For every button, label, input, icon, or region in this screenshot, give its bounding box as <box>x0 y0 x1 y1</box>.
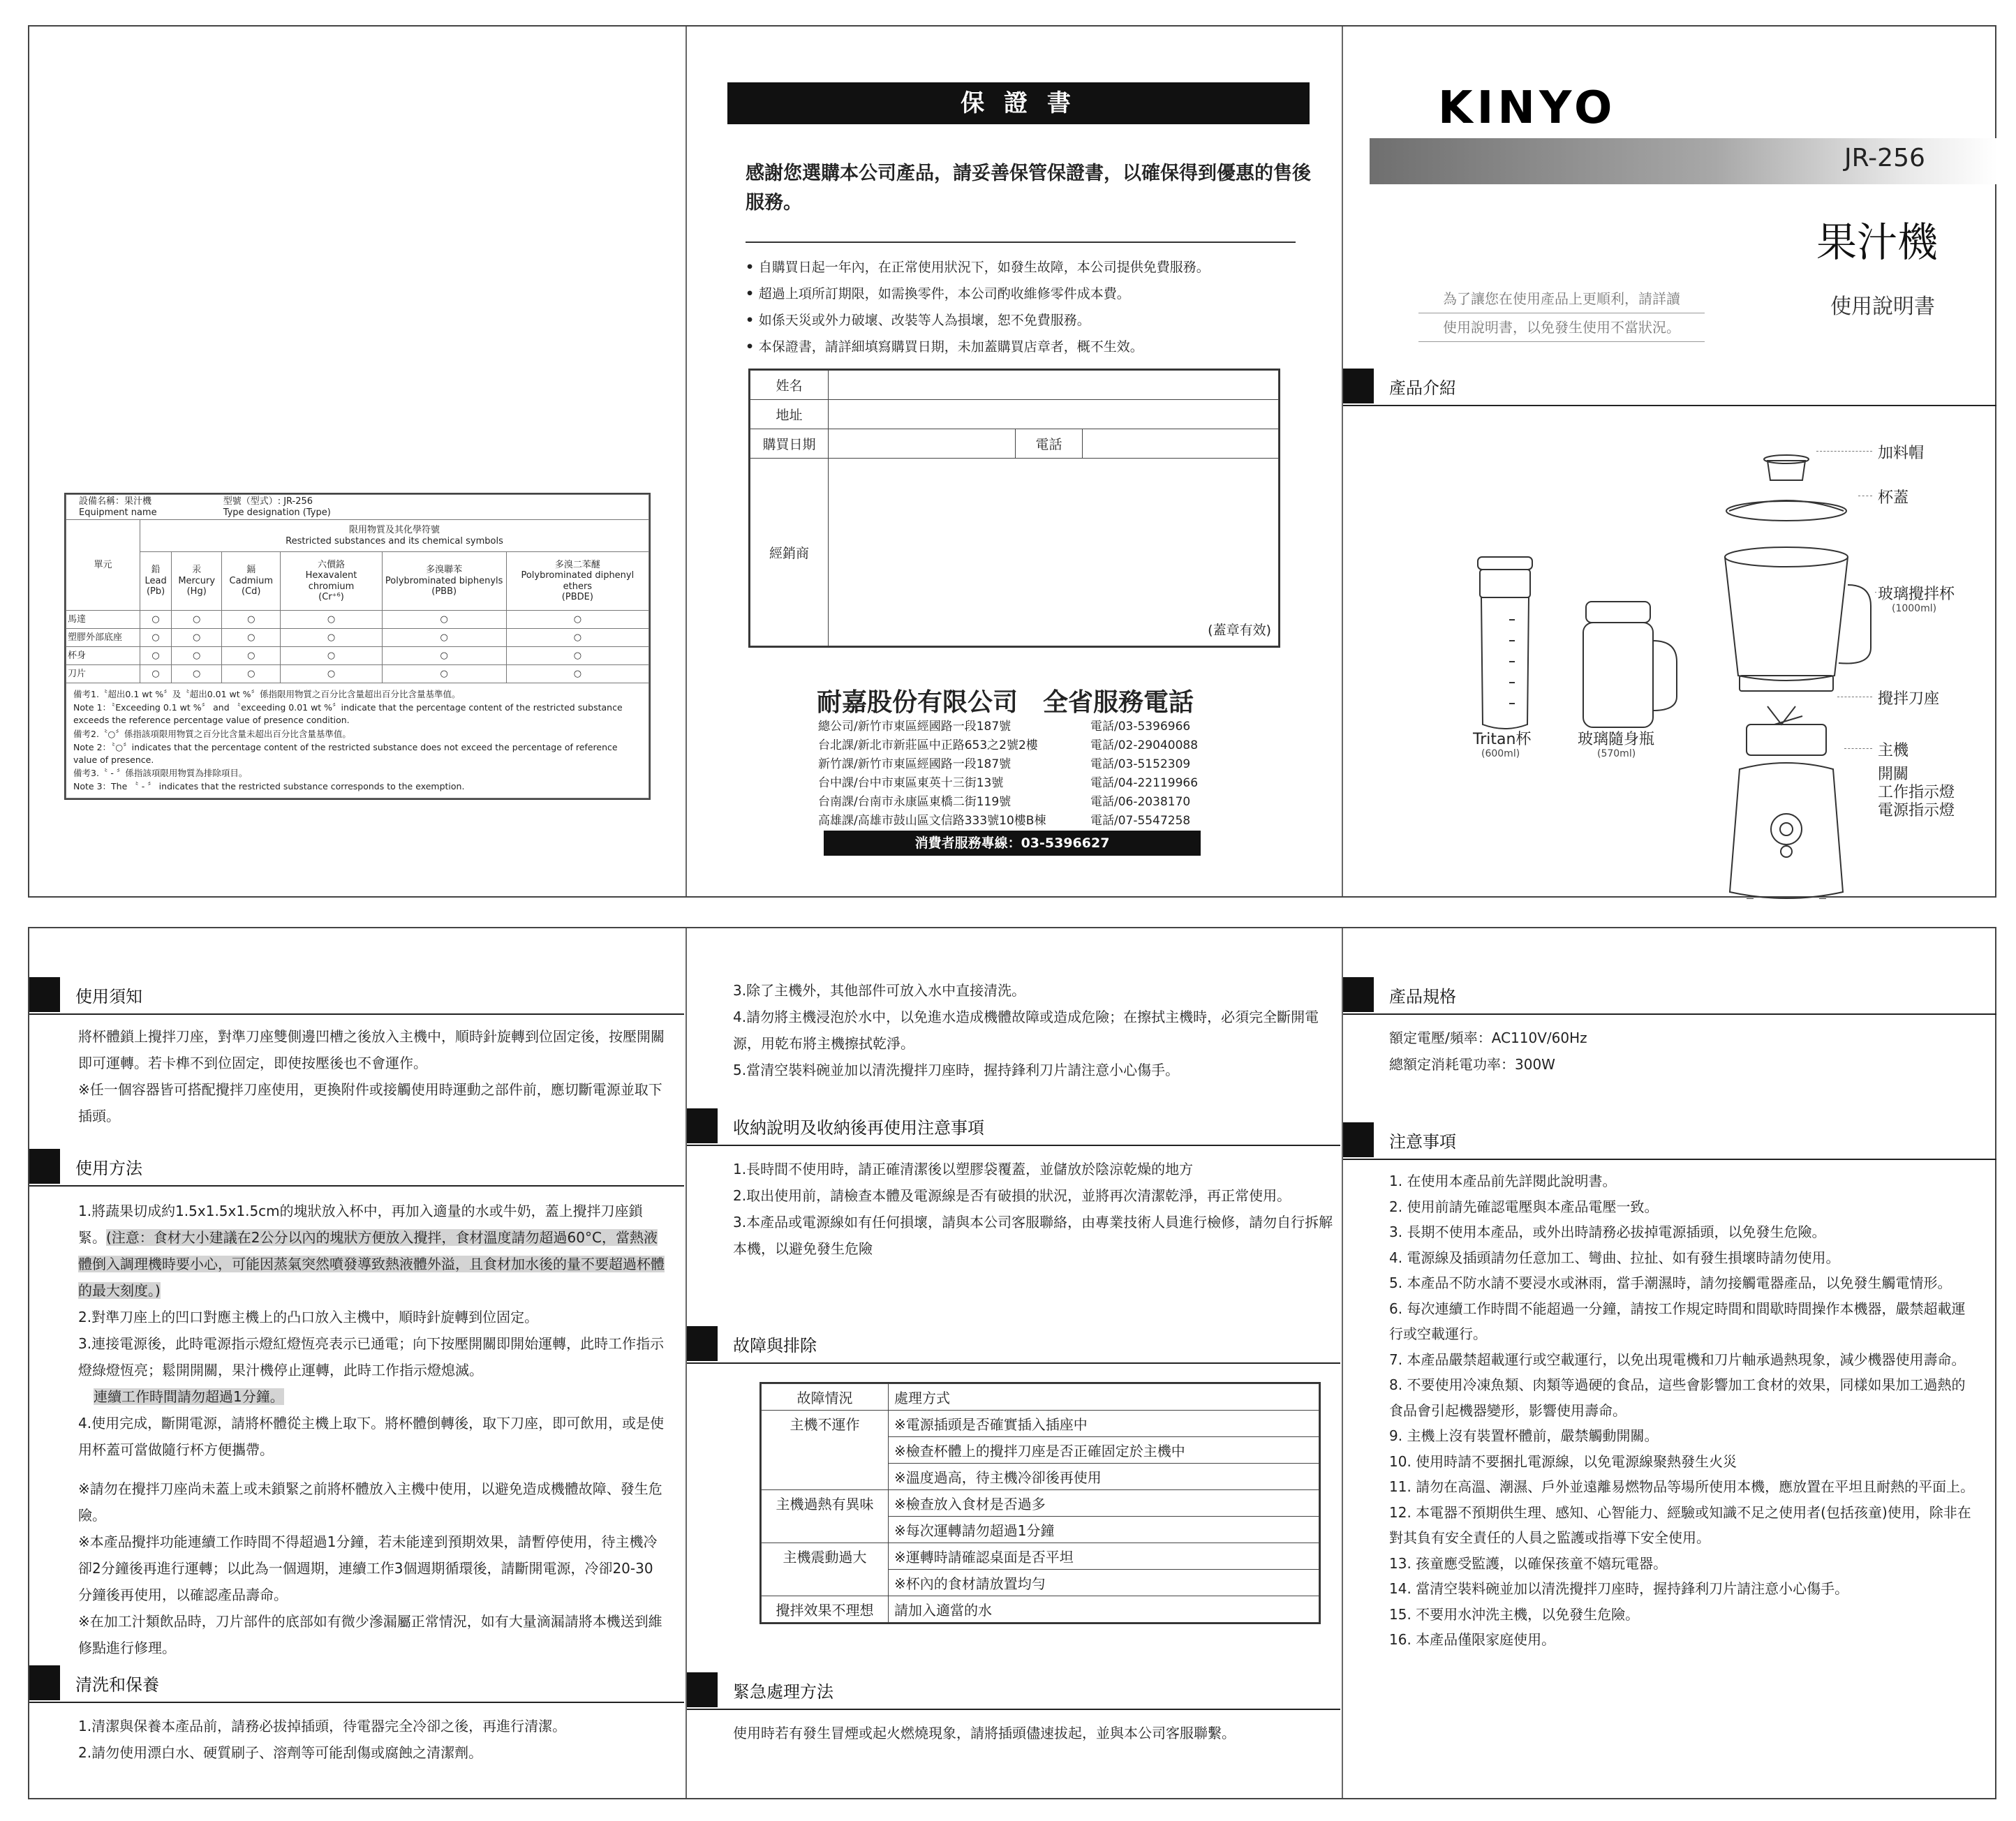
section-header: 清洗和保養 <box>29 1665 159 1700</box>
table-row: 主機不運作 ※電源插頭是否確實插入插座中 <box>762 1411 1319 1437</box>
branch-row: 台北課/新北市新莊區中正路653之2號2樓 電話/02-29040088 <box>818 738 1199 752</box>
branch-row: 台南課/台南市永康區東橋二街119號 電話/06-2038170 <box>818 795 1191 809</box>
part-tritan-label: Tritan杯 <box>1473 731 1532 748</box>
jar-image <box>1725 547 1871 691</box>
list-item: 14. 當清空裝料碗並加以清洗攪拌刀座時，握持鋒利刀片請注意小心傷手。 <box>1389 1580 1849 1597</box>
phone-field[interactable] <box>1083 429 1279 459</box>
name-field[interactable] <box>829 371 1279 400</box>
list-item: 7. 本產品嚴禁超載運行或空載運行，以免出現電機和刀片軸承過熱現象，減少機器使用壽命。 <box>1389 1351 1966 1368</box>
substance-header: 六價鉻 Hexavalent chromium (Cr⁺⁶) <box>281 552 382 611</box>
table-row: 馬達 ○ ○ ○ ○ ○ ○ <box>66 611 649 629</box>
list-item: 10. 使用時請不要捆扎電源線，以免電源線聚熱發生火災 <box>1389 1452 1737 1470</box>
cleaning-text-cont: 3.除了主機外，其他部件可放入水中直接清洗。 4.請勿將主機浸泡於水中，以免進水造成機體故障或造成危險；在擦拭主機時，必須完全斷開電源，用乾布將主機擦拭乾淨。 5.當清空裝料碗並加以清洗攪拌刀座時，握持鋒利刀片請注意小心傷手。 <box>733 982 1319 1078</box>
substance-header: 多溴二苯醚 Polybrominated diphenyl ethers (PBDE) <box>506 552 648 611</box>
section-header: 收納說明及收納後再使用注意事項 <box>687 1108 984 1143</box>
dealer-field[interactable] <box>829 459 1279 646</box>
fold-line <box>1342 27 1343 896</box>
table-row: 杯身 ○ ○ ○ ○ ○ ○ <box>66 647 649 665</box>
part-power-led-label: 電源指示燈 <box>1878 802 1955 819</box>
leader-line <box>1875 592 1876 593</box>
table-row: ※檢查杯體上的攪拌刀座是否正確固定於主機中 <box>762 1437 1319 1464</box>
warranty-intro: 感謝您選購本公司產品，請妥善保管保證書，以確保得到優惠的售後服務。 <box>746 163 1311 214</box>
table-row: 刀片 ○ ○ ○ ○ ○ ○ <box>66 665 649 683</box>
model-number: JR-256 <box>1844 144 1925 172</box>
troubleshooting-table: 故障情況 處理方式 主機不運作 ※電源插頭是否確實插入插座中 ※檢查杯體上的攪拌刀座是否正確固定於主機中 ※溫度過高，待主機冷卻後再使用 主機過熱有異味 ※檢查放入食材是否過多 ※每次運轉請勿超過1分鐘 主機震動過大 ※運轉時請確認桌面是否平坦 ※杯內的食材請放置均勻 攪拌效果不理想 請加入適當的水 <box>759 1382 1321 1624</box>
list-item: 12. 本電器不預期供生理、感知、心智能力、經驗或知識不足之使用者(包括孩童)使用，除非在對其負有安全責任的人員之監護或指導下安全使用。 <box>1389 1503 1971 1546</box>
table-row: 主機過熱有異味 ※檢查放入食材是否過多 <box>762 1490 1319 1517</box>
section-header: 故障與排除 <box>687 1326 817 1361</box>
outer-sheet: 設備名稱：果汁機 Equipment name 型號（型式）: JR-256 Type designation (Type) 單元 限用物質及其化學符號 Restricted substances and its chemical symbols 鉛 Lead (Pb) 汞 Mercury (Hg) 鎘 Cadmium (Cd) 六價鉻 Hexavalent chromium (Cr⁺⁶) 多溴聯苯 Polybrominated biphenyls (PBB) 多溴二苯醚 Polybrominated diphenyl ethers (PBDE) 馬達 ○ ○ ○ ○ ○ ○ 塑膠外部底座 ○ ○ ○ ○ ○ ○ 杯身 ○ ○ ○ ○ ○ ○ 刀片 ○ ○ ○ ○ ○ ○ 備考1.〝超出0.1 wt %〞及〝超出0.01 wt %〞係指限用物質之百分比含量超出百分比含量基準值。 Note 1：〝Exceeding 0.1 wt %〞 and 〝exceeding 0.01 wt %〞indicate that the percentage content of the restricted substance exceeds the reference percentage value of presence condition. 備考2.〝○〞係指該項限用物質之百分比含量未超出百分比含量基準值。 Note 2：〝○〞indicates that the percentage content of the restricted substance does not exceed the percentage of reference value of presence. 備考3.〝 - 〞係指該項限用物質為排除項目。 Note 3：The 〝 - 〞 indicates that the restricted substance corresponds to the exemption. 保 證 書 感謝您選購本公司產品，請妥善保管保證書，以確保得到優惠的售後服務。 • 自購買日起一年內，在正常使用狀況下，如發生故障，本公司提供免費服務。 • 超過上項所訂期限，如需換零件，本公司酌收維修零件成本費。 • 如係天災或外力破壞、改裝等人為損壞，恕不免費服務。 • 本保證書，請詳細填寫購買日期，未加蓋購買店章者，概不生效。 姓名 地址 購買日期 電話 經銷商 (蓋章有效) 耐嘉股份有限公司 全省服務電話 總公司/新竹市東區經國路一段187號 電話/03-5396966 台北課/新北市新莊區中正路653之2號2樓 電話/02-29040088 新竹課/新竹市東區經國路一段187號 電話/03-5152309 台中課/台中市東區東英十三街13號 電話/04-22119966 台南課/台南市永康區東橋二街119號 電話/06-2038170 高雄課/高雄市鼓山區文信路333號10樓B棟 電話/07-5547258 消費者服務專線：03-5396627 KINYO JR-256 果汁機 使用說明書 為了讓您在使用產品上更順利，請詳讀 使用說明書，以免發生使用不當狀況。 產品介紹 加料帽 杯蓋 玻璃攪拌杯 (1000ml) 攪拌刀座 主機 開關 工作指示燈 電源指示燈 Tritan杯 (600ml) 玻璃隨身瓶 (570ml) <box>28 25 1996 898</box>
specs-text: 額定電壓/頻率：AC110V/60Hz 總額定消耗電功率：300W <box>1389 1030 1587 1073</box>
substance-header: 鎘 Cadmium (Cd) <box>222 552 281 611</box>
table-row: ※每次運轉請勿超過1分鐘 <box>762 1517 1319 1543</box>
cautions-list <box>1389 1168 1976 1653</box>
branch-row: 台中課/台中市東區東英十三街13號 電話/04-22119966 <box>818 776 1199 790</box>
storage-text: 1.長時間不使用時，請正確清潔後以塑膠袋覆蓋，並儲放於陰涼乾燥的地方 2.取出使用前，請檢查本體及電源線是否有破損的狀況，並將再次清潔乾淨，再正常使用。 3.本產品或電源線如有任何損壞，請與本公司客服聯絡，由專業技術人員進行檢修，請勿自行拆解本機，以避免發生危險 <box>733 1161 1333 1257</box>
list-item: 6. 每次連續工作時間不能超過一分鐘，請按工作規定時間和間歇時間操作本機器，嚴禁超載運行或空載運行。 <box>1389 1300 1966 1342</box>
cleaning-text: 1.清潔與保養本產品前，請務必拔掉插頭，待電器完全冷卻之後，再進行清潔。 2.請勿使用漂白水、硬質刷子、溶劑等可能刮傷或腐蝕之清潔劑。 <box>78 1718 567 1761</box>
table-row: ※杯內的食材請放置均勻 <box>762 1570 1319 1596</box>
part-lid-label: 杯蓋 <box>1878 489 1909 507</box>
substance-header: 多溴聯苯 Polybrominated biphenyls (PBB) <box>382 552 506 611</box>
warranty-terms <box>746 254 1325 360</box>
company-name: 耐嘉股份有限公司 全省服務電話 <box>817 688 1194 717</box>
warranty-form: 姓名 地址 購買日期 電話 經銷商 (蓋章有效) <box>748 369 1280 648</box>
part-blade-label: 攪拌刀座 <box>1878 690 1940 708</box>
list-item: • 如係天災或外力破壞、改裝等人為損壞，恕不免費服務。 <box>746 307 1325 334</box>
table-row: 攪拌效果不理想 請加入適當的水 <box>762 1596 1319 1623</box>
section-header: 產品規格 <box>1343 977 1456 1012</box>
unit-header: 單元 <box>66 520 140 611</box>
list-item: 3. 長期不使用本產品，或外出時請務必拔掉電源插頭，以免發生危險。 <box>1389 1224 1826 1240</box>
type-designation: 型號（型式）: JR-256 <box>223 496 313 507</box>
rohs-declaration: 設備名稱：果汁機 Equipment name 型號（型式）: JR-256 Type designation (Type) 單元 限用物質及其化學符號 Restricted substances and its chemical symbols 鉛 Lead (Pb) 汞 Mercury (Hg) 鎘 Cadmium (Cd) 六價鉻 Hexavalent chromium (Cr⁺⁶) 多溴聯苯 Polybrominated biphenyls (PBB) 多溴二苯醚 Polybrominated diphenyl ethers (PBDE) 馬達 ○ ○ ○ ○ ○ ○ 塑膠外部底座 ○ ○ ○ ○ ○ ○ 杯身 ○ ○ ○ ○ ○ ○ 刀片 ○ ○ ○ ○ ○ ○ 備考1.〝超出0.1 wt %〞及〝超出0.01 wt %〞係指限用物質之百分比含量超出百分比含量基準值。 Note 1：〝Exceeding 0.1 wt %〞 and 〝exceeding 0.01 wt %〞indicate that the percentage content of the restricted substance exceeds the reference percentage value of presence condition. 備考2.〝○〞係指該項限用物質之百分比含量未超出百分比含量基準值。 Note 2：〝○〞indicates that the percentage content of the restricted substance does not exceed the percentage of reference value of presence. 備考3.〝 - 〞係指該項限用物質為排除項目。 Note 3：The 〝 - 〞 indicates that the restricted substance corresponds to the exemption. <box>64 493 651 800</box>
warranty-title: 保 證 書 <box>727 82 1310 124</box>
rohs-notes: 備考1.〝超出0.1 wt %〞及〝超出0.01 wt %〞係指限用物質之百分比含量超出百分比含量基準值。 Note 1：〝Exceeding 0.1 wt %〞 and 〝exceeding 0.01 wt %〞indicate that the percentage content of the restricted substance exceeds the reference percentage value of presence condition. 備考2.〝○〞係指該項限用物質之百分比含量未超出百分比含量基準值。 Note 2：〝○〞indicates that the percentage content of the restricted substance does not exceed the percentage of reference value of presence. 備考3.〝 - 〞係指該項限用物質為排除項目。 Note 3：The 〝 - 〞 indicates that the restricted substance corresponds to the exemption. <box>66 683 649 798</box>
substance-header: 汞 Mercury (Hg) <box>172 552 222 611</box>
list-item: 11. 請勿在高溫、潮濕、戶外並遠離易燃物品等場所使用本機，應放置在平坦且耐熱的平面上。 <box>1389 1478 1975 1495</box>
part-bottle-label: 玻璃隨身瓶 <box>1578 731 1655 748</box>
leader-line <box>1844 748 1872 749</box>
list-item: 8. 不要使用冷凍魚類、肉類等過硬的食品，這些會影響加工食材的效果，同樣如果加工過熱的食品會引起機器變形，影響使用壽命。 <box>1389 1376 1966 1419</box>
part-work-led-label: 工作指示燈 <box>1878 784 1955 801</box>
feed-cap-image <box>1764 455 1809 480</box>
list-item: • 自購買日起一年內，在正常使用狀況下，如發生故障，本公司提供免費服務。 <box>746 254 1325 281</box>
part-cap-label: 加料帽 <box>1878 445 1925 462</box>
part-jar-label: 玻璃攪拌杯 <box>1878 586 1955 603</box>
table-row: ※溫度過高，待主機冷卻後再使用 <box>762 1464 1319 1490</box>
part-base-label: 主機 <box>1878 742 1909 759</box>
equipment-name: 設備名稱：果汁機 <box>79 496 152 507</box>
list-item: 15. 不要用水沖洗主機，以免發生危險。 <box>1389 1605 1640 1623</box>
manual-title: 使用說明書 <box>1830 295 1935 319</box>
usage-notice-text: 將杯體鎖上攪拌刀座，對準刀座雙側邊凹槽之後放入主機中，順時針旋轉到位固定後，按壓開關即可運轉。若卡榫不到位固定，即使按壓後也不會運作。 ※任一個容器皆可搭配攪拌刀座使用，更換附件或接觸使用時運動之部件前，應切斷電源並取下插頭。 <box>78 1028 665 1124</box>
hotline-bar: 消費者服務專線：03-5396627 <box>824 831 1201 856</box>
list-item: 5. 本產品不防水請不要浸水或淋雨，當手潮濕時，請勿接觸電器產品，以免發生觸電情形。 <box>1389 1274 1952 1291</box>
section-header: 使用須知 <box>29 977 142 1012</box>
substance-header: 鉛 Lead (Pb) <box>140 552 172 611</box>
inner-sheet <box>28 927 1996 1799</box>
blade-image <box>1747 706 1826 755</box>
brand-logo: KINYO <box>1438 82 1617 134</box>
divider <box>746 241 1296 243</box>
lid-image <box>1726 500 1846 521</box>
glass-bottle-image <box>1583 602 1677 727</box>
section-header: 使用方法 <box>29 1149 142 1184</box>
section-header: 注意事項 <box>1343 1122 1456 1157</box>
fold-line <box>1342 928 1343 1798</box>
part-switch-label: 開關 <box>1878 766 1909 783</box>
branch-list <box>818 718 1237 831</box>
branch-row: 高雄課/高雄市鼓山區文信路333號10樓B棟 電話/07-5547258 <box>818 814 1191 828</box>
table-row: 主機震動過大 ※運轉時請確認桌面是否平坦 <box>762 1543 1319 1570</box>
branch-row: 總公司/新竹市東區經國路一段187號 電話/03-5396966 <box>818 720 1191 734</box>
fold-line <box>685 27 687 896</box>
list-item: 13. 孩童應受監護，以確保孩童不嬉玩電器。 <box>1389 1554 1668 1572</box>
emergency-text: 使用時若有發生冒煙或起火燃燒現象，請將插頭儘速拔起，並與本公司客服聯繫。 <box>733 1725 1236 1741</box>
purchase-date-field[interactable] <box>829 429 1016 459</box>
branch-row: 新竹課/新竹市東區經國路一段187號 電話/03-5152309 <box>818 757 1191 771</box>
list-item: 4. 電源線及插頭請勿任意加工、彎曲、拉扯、如有發生損壞時請勿使用。 <box>1389 1249 1840 1266</box>
list-item: 9. 主機上沒有裝置杯體前，嚴禁觸動開關。 <box>1389 1427 1659 1444</box>
product-illustration <box>1439 417 1900 899</box>
leader-line <box>1816 451 1872 452</box>
list-item: • 本保證書，請詳細填寫購買日期，未加蓋購買店章者，概不生效。 <box>746 334 1325 360</box>
base-image <box>1730 763 1843 899</box>
read-manual-hint: 為了讓您在使用產品上更順利，請詳讀 使用說明書，以免發生使用不當狀況。 <box>1418 285 1705 342</box>
list-item: • 超過上項所訂期限，如需換零件，本公司酌收維修零件成本費。 <box>746 281 1325 307</box>
address-field[interactable] <box>829 400 1279 429</box>
product-title: 果汁機 <box>1816 218 1939 266</box>
list-item: 1. 在使用本產品前先詳閱此說明書。 <box>1389 1173 1617 1189</box>
list-item: 2. 使用前請先確認電壓與本產品電壓一致。 <box>1389 1198 1659 1215</box>
section-header: 產品介紹 <box>1343 369 1456 403</box>
stamp-note: (蓋章有效) <box>1208 623 1271 638</box>
table-row: 塑膠外部底座 ○ ○ ○ ○ ○ ○ <box>66 629 649 647</box>
usage-method-text: 1.將蔬果切成約1.5x1.5x1.5cm的塊狀放入杯中，再加入適量的水或牛奶，蓋上攪拌刀座鎖緊。(注意：食材大小建議在2公分以內的塊狀方便放入攪拌，食材溫度請勿超過60°C，當熱液體倒入調理機時要小心，可能因蒸氣突然噴發導致熱液體外溢，且食材加水後的量不要超過杯體的最大刻度。) 2.對準刀座上的凹口對應主機上的凸口放入主機中，順時針旋轉到位固定。 3.連接電源後，此時電源指示燈紅燈恆亮表示已通電；向下按壓開關即開始運轉，此時工作指示燈綠燈恆亮；鬆開開關，果汁機停止運轉，此時工作指示燈熄滅。 連續工作時間請勿超過1分鐘。 4.使用完成，斷開電源，請將杯體從主機上取下。將杯體倒轉後，取下刀座，即可飲用，或是使用杯蓋可當做隨行杯方便攜帶。 ※請勿在攪拌刀座尚未蓋上或未鎖緊之前將杯體放入主機中使用，以避免造成機體故障、發生危險。 ※本產品攪拌功能連續工作時間不得超過1分鐘，若未能達到預期效果，請暫停使用，待主機冷卻2分鐘後再進行運轉；以此為一個週期，連續工作3個週期循環後，請斷開電源，冷卻20-30分鐘後再使用，以確認產品壽命。 ※在加工汁類飲品時，刀片部件的底部如有微少滲漏屬正常情況，如有大量滴漏請將本機送到維修點進行修理。 <box>78 1203 665 1656</box>
list-item: 16. 本產品僅限家庭使用。 <box>1389 1631 1556 1648</box>
tritan-cup-image <box>1478 557 1532 729</box>
section-header: 緊急處理方法 <box>687 1672 833 1707</box>
